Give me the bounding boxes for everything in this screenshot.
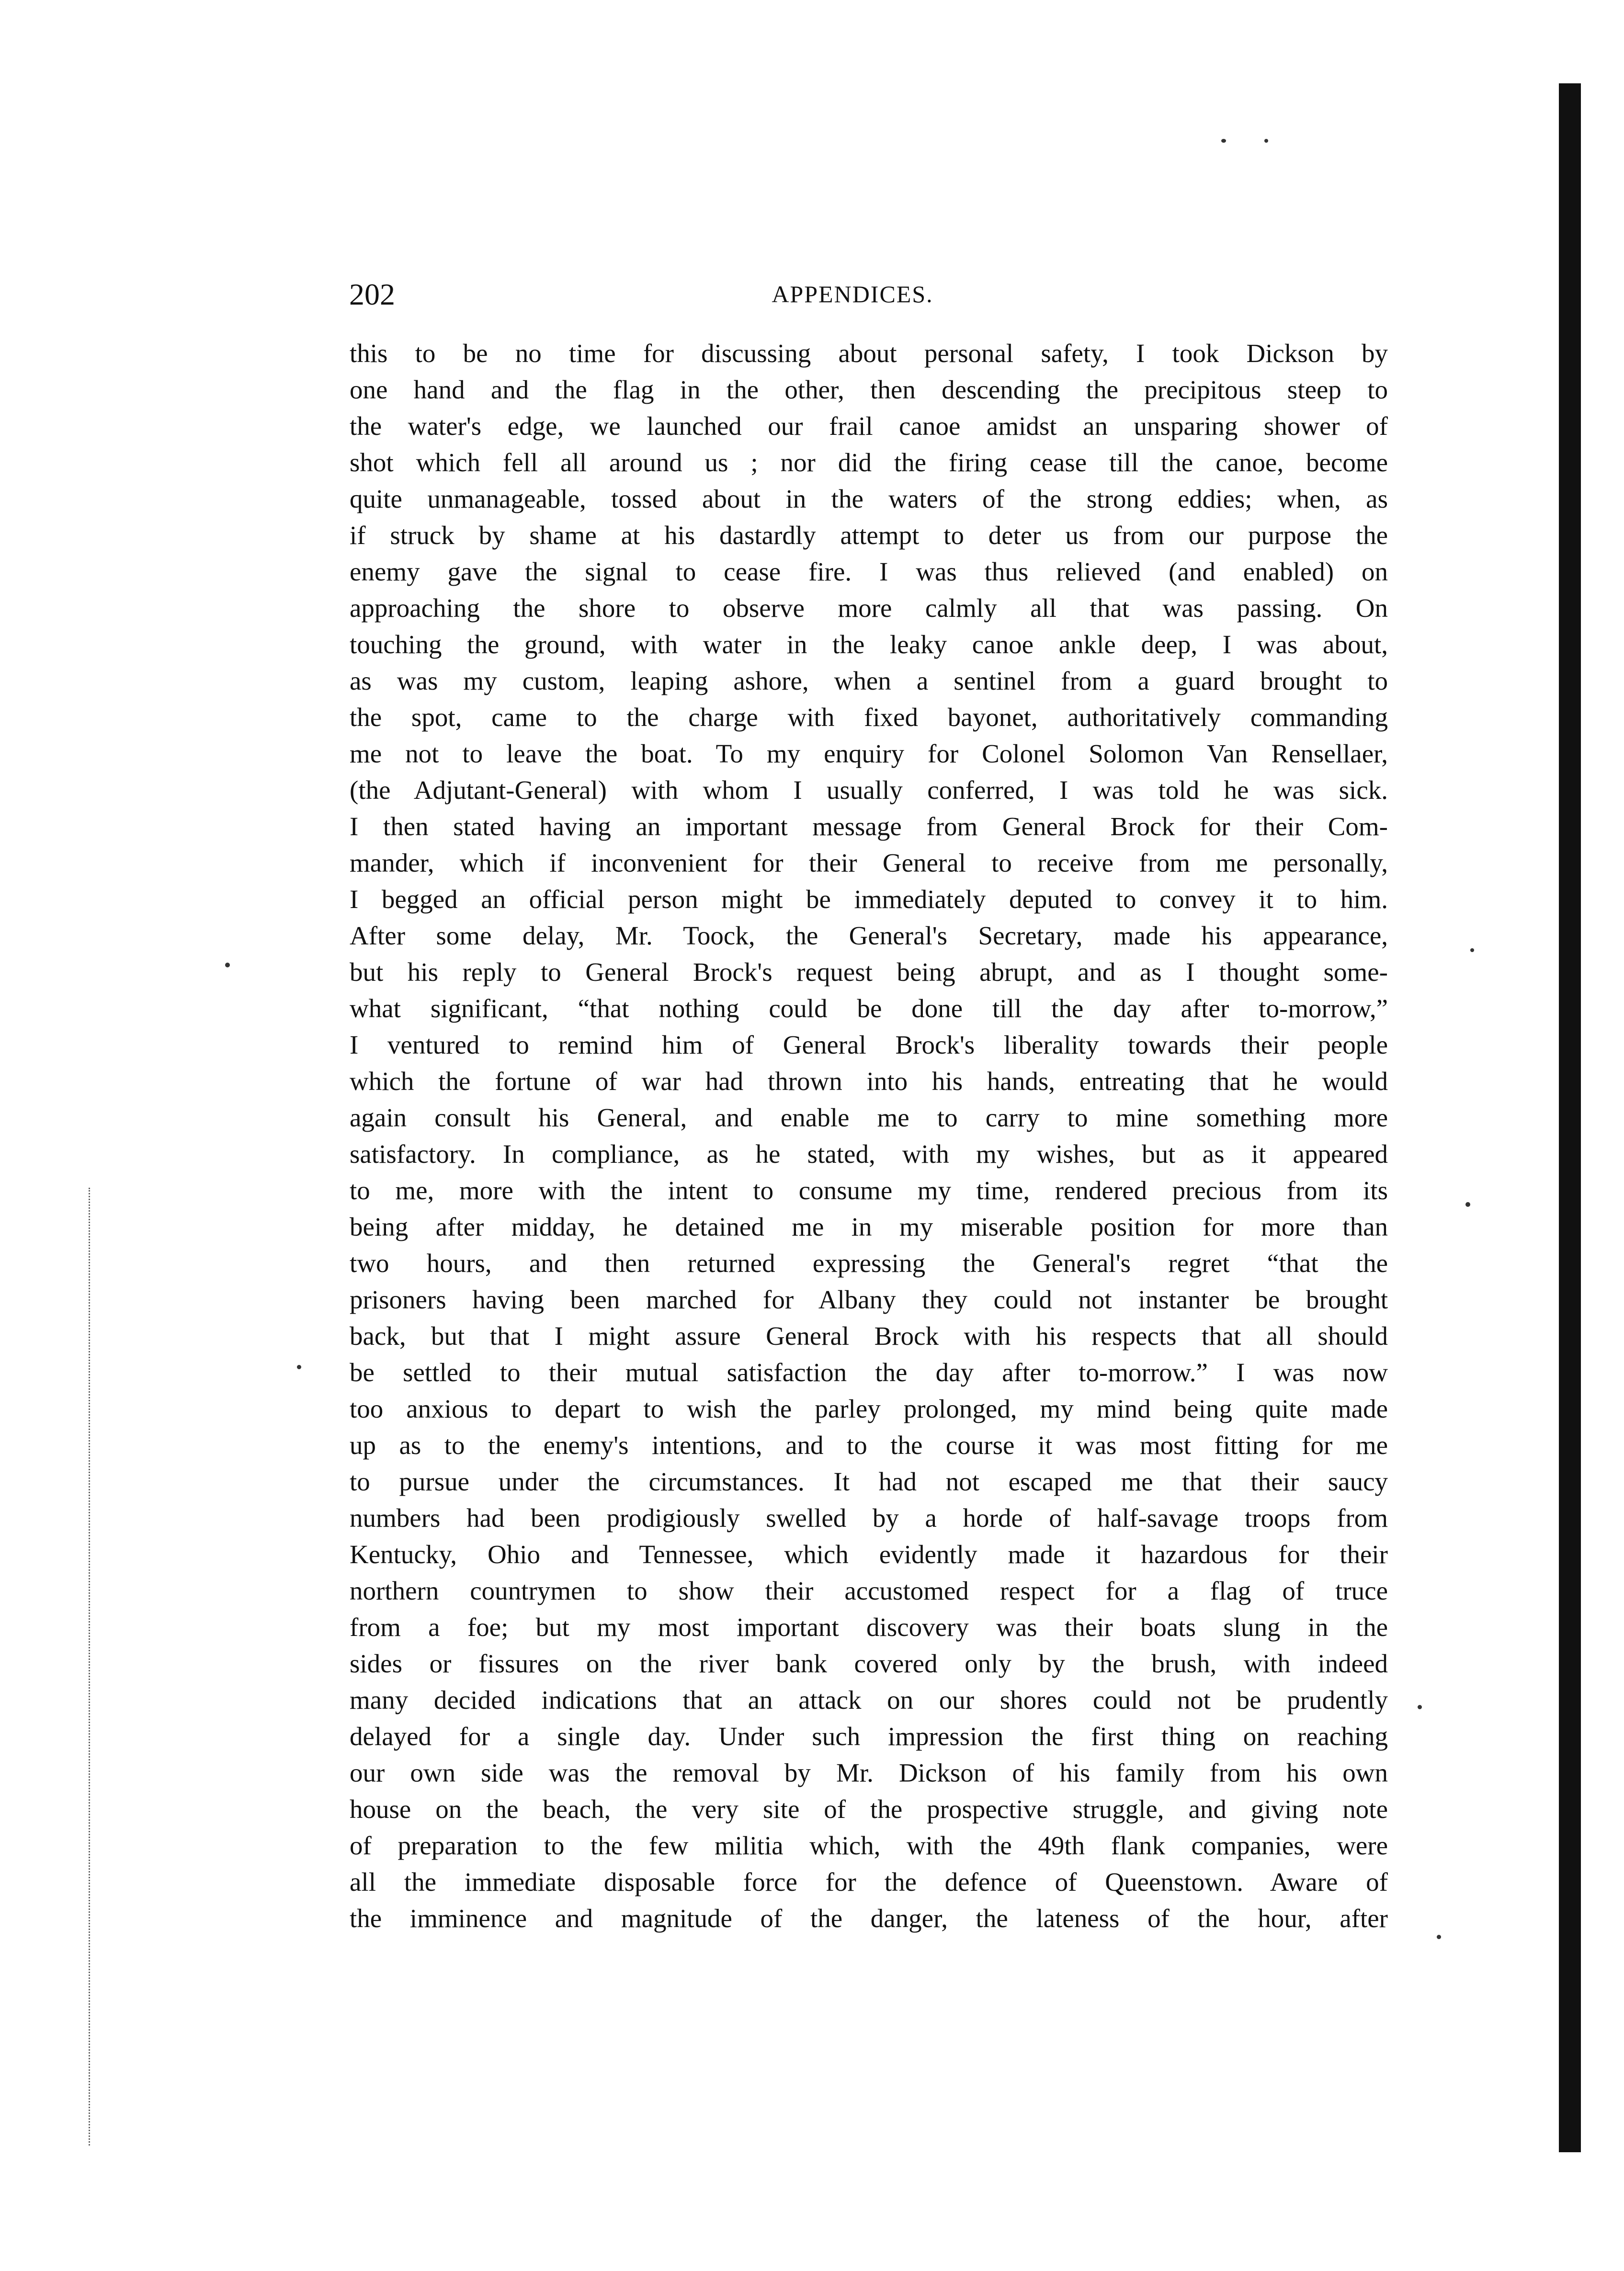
text-line: sides or fissures on the river bank covered only by the brush, with indeed	[350, 1649, 1388, 1678]
text-line: back, but that I might assure General Brock with his respects that all should	[350, 1321, 1388, 1351]
text-line: one hand and the flag in the other, then descending the precipitous steep to	[350, 375, 1388, 404]
text-line: from a foe; but my most important discovery was their boats slung in the	[350, 1612, 1388, 1642]
text-line: to pursue under the circumstances. It had not escaped me that their saucy	[350, 1467, 1388, 1496]
text-line: shot which fell all around us ; nor did the firing cease till the canoe, become	[350, 448, 1388, 477]
text-line: the spot, came to the charge with fixed bayonet, authoritatively commanding	[350, 703, 1388, 732]
text-line: quite unmanageable, tossed about in the waters of the strong eddies; when, as	[350, 484, 1388, 513]
running-head: APPENDICES.	[772, 281, 933, 307]
text-line: to me, more with the intent to consume my time, rendered precious from its	[350, 1176, 1388, 1205]
text-line: two hours, and then returned expressing the General's regret “that the	[350, 1249, 1388, 1278]
scan-margin-artifact	[89, 1188, 91, 2146]
text-line: delayed for a single day. Under such impression the first thing on reaching	[350, 1722, 1388, 1751]
scan-speck	[1437, 1935, 1441, 1939]
text-line: what significant, “that nothing could be done till the day after to-morrow,”	[350, 994, 1388, 1023]
text-line: (the Adjutant-General) with whom I usually conferred, I was told he was sick.	[350, 775, 1388, 805]
text-line: the imminence and magnitude of the danger, the lateness of the hour, after	[350, 1904, 1388, 1933]
body-text	[350, 335, 1388, 1937]
page-number: 202	[349, 277, 395, 311]
text-line: as was my custom, leaping ashore, when a sentinel from a guard brought to	[350, 666, 1388, 695]
text-line: northern countrymen to show their accustomed respect for a flag of truce	[350, 1576, 1388, 1605]
text-line: I then stated having an important message from General Brock for their Com-	[350, 812, 1388, 841]
text-line: but his reply to General Brock's request being abrupt, and as I thought some-	[350, 957, 1388, 987]
text-line: touching the ground, with water in the leaky canoe ankle deep, I was about,	[350, 630, 1388, 659]
text-line: After some delay, Mr. Toock, the General's Secretary, made his appearance,	[350, 921, 1388, 950]
text-line: the water's edge, we launched our frail canoe amidst an unsparing shower of	[350, 411, 1388, 441]
text-line: up as to the enemy's intentions, and to the course it was most fitting for me	[350, 1431, 1388, 1460]
text-line: again consult his General, and enable me to carry to mine something more	[350, 1103, 1388, 1132]
text-line: all the immediate disposable force for the defence of Queenstown. Aware of	[350, 1867, 1388, 1896]
scan-speck	[1470, 948, 1474, 952]
text-line: Kentucky, Ohio and Tennessee, which evidently made it hazardous for their	[350, 1540, 1388, 1569]
scan-speck	[1221, 139, 1226, 143]
text-line: if struck by shame at his dastardly attempt to deter us from our purpose the	[350, 521, 1388, 550]
text-line: satisfactory. In compliance, as he stated, with my wishes, but as it appeared	[350, 1139, 1388, 1169]
text-line: our own side was the removal by Mr. Dickson of his family from his own	[350, 1758, 1388, 1787]
scan-edge-bar	[1559, 83, 1581, 2152]
text-line: house on the beach, the very site of the prospective struggle, and giving note	[350, 1794, 1388, 1824]
text-line: numbers had been prodigiously swelled by a horde of half-savage troops from	[350, 1503, 1388, 1533]
text-line: be settled to their mutual satisfaction the day after to-morrow.” I was now	[350, 1358, 1388, 1387]
text-line: mander, which if inconvenient for their General to receive from me personally,	[350, 848, 1388, 877]
scan-speck	[297, 1365, 301, 1369]
text-line: me not to leave the boat. To my enquiry for Colonel Solomon Van Rensellaer,	[350, 739, 1388, 768]
text-line: this to be no time for discussing about personal safety, I took Dickson by	[350, 339, 1388, 368]
scan-speck	[1465, 1202, 1470, 1207]
text-line: enemy gave the signal to cease fire. I was thus relieved (and enabled) on	[350, 557, 1388, 586]
text-line: of preparation to the few militia which, with the 49th flank companies, were	[350, 1831, 1388, 1860]
text-line: many decided indications that an attack on our shores could not be prudently	[350, 1685, 1388, 1715]
text-line: too anxious to depart to wish the parley prolonged, my mind being quite made	[350, 1394, 1388, 1423]
text-line: being after midday, he detained me in my miserable position for more than	[350, 1212, 1388, 1241]
scan-speck	[1264, 139, 1268, 143]
text-line: prisoners having been marched for Albany they could not instanter be brought	[350, 1285, 1388, 1314]
text-line: I ventured to remind him of General Brock's liberality towards their people	[350, 1030, 1388, 1059]
text-line: which the fortune of war had thrown into his hands, entreating that he would	[350, 1067, 1388, 1096]
scan-speck	[225, 963, 230, 967]
text-line: approaching the shore to observe more calmly all that was passing. On	[350, 593, 1388, 623]
scan-speck	[1418, 1705, 1422, 1709]
text-line: I begged an official person might be immediately deputed to convey it to him.	[350, 885, 1388, 914]
